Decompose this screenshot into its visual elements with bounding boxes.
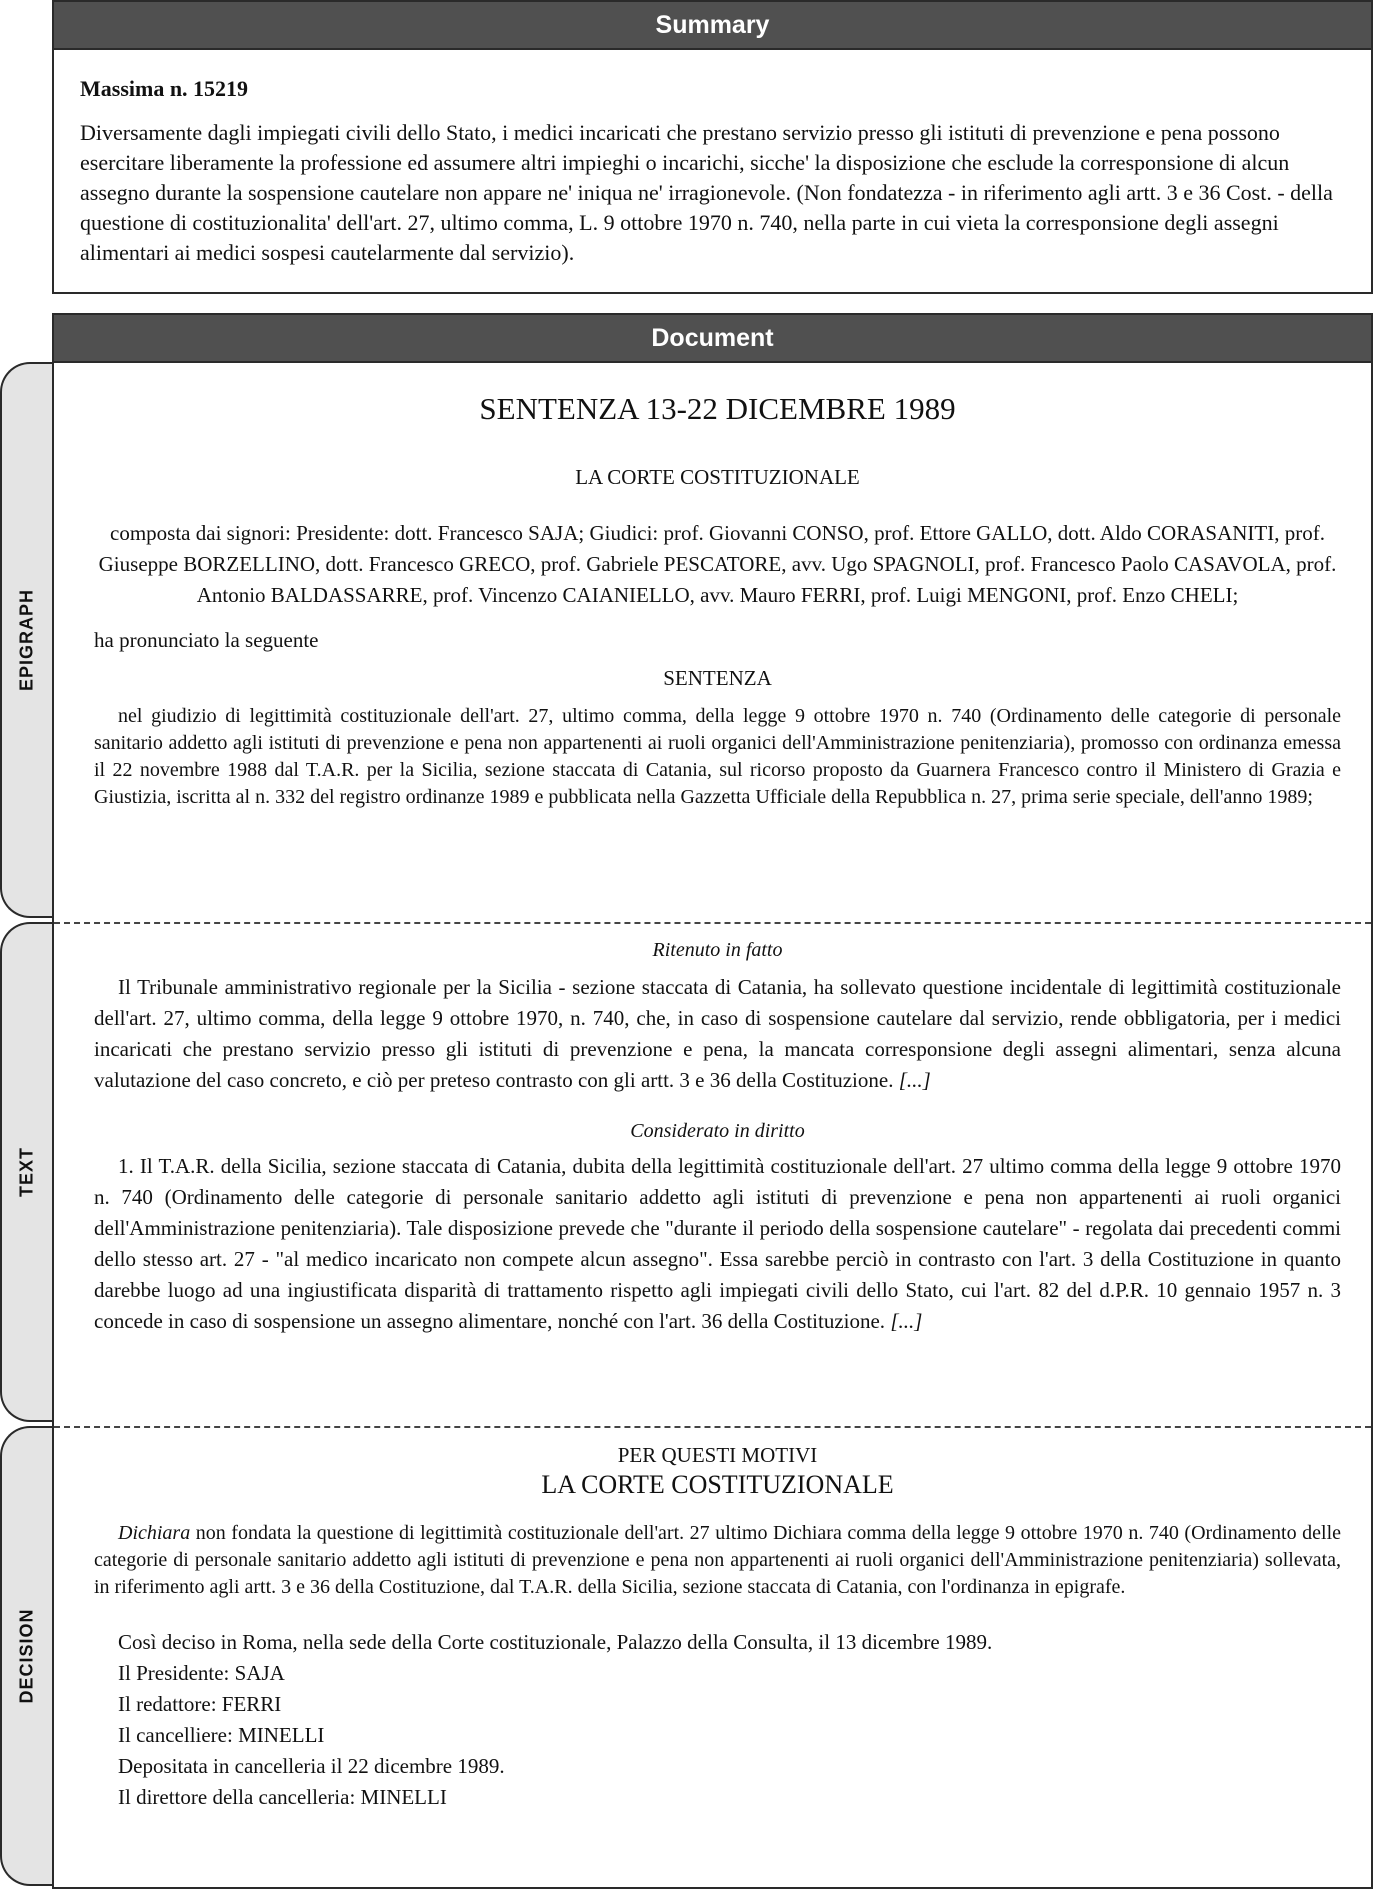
document-header: Document: [54, 315, 1371, 363]
ruling: [94, 1520, 1341, 1601]
tab-text: [0, 922, 52, 1422]
signoff-line: Il direttore della cancelleria: MINELLI: [118, 1785, 447, 1809]
signoff-line: Il cancelliere: MINELLI: [118, 1723, 325, 1747]
decision-court-name: LA CORTE COSTITUZIONALE: [541, 1470, 894, 1499]
epigraph-section: [54, 391, 1371, 811]
fact-body-text: Il Tribunale amministrativo regionale per la Sicilia - sezione staccata di Catania, ha sollevato questione incidentale di legittimità costituzionale dell'art. 27, ultimo comma, della legge 9 ottobre 1970, n. 740, che, in caso di sospensione cautelare dal servizio, rende obbligatoria, per i medici incaricati che prestano servizio presso gli istituti di prevenzione e pena, la mancata corresponsione degli assegni alimentari, senza alcuna valutazione del caso concreto, e ciò per preteso contrasto con gli artt. 3 e 36 della Costituzione.: [94, 975, 1341, 1092]
court-composition: composta dai signori: Presidente: dott. Francesco SAJA; Giudici: prof. Giovanni CONSO, prof. Ettore GALLO, dott. Aldo CORASANITI, prof. Giuseppe BORZELLINO, dott. Francesco GRECO, prof. Gabriele PESCATORE, avv. Ugo SPAGNOLI, prof. Francesco Paolo CASAVOLA, prof. Antonio BALDASSARRE, prof. Vincenzo CAIANIELLO, avv. Mauro FERRI, prof. Luigi MENGONI, prof. Enzo CHELI;: [98, 521, 1337, 607]
law-body-text: 1. Il T.A.R. della Sicilia, sezione staccata di Catania, dubita della legittimità costituzionale dell'art. 27 ultimo comma della legge 9 ottobre 1970 n. 740 (Ordinamento delle categorie di personale sanitario addetto agli istituti di prevenzione e pena non appartenenti ai ruoli organici dell'Amministrazione penitenziaria). Tale disposizione prevede che "durante il periodo della sospensione cautelare" - regolata dai precedenti commi dello stesso art. 27 - "al medico incaricato non compete alcun assegno". Essa sarebbe perciò in contrasto con l'art. 3 della Costituzione in quanto darebbe luogo ad una ingiustificata disparità di trattamento rispetto agli impiegati civili dello Stato, cui l'art. 82 del d.P.R. 10 gennaio 1957 n. 3 concede in caso di sospensione un assegno alimentare, nonché con l'art. 36 della Costituzione.: [94, 1154, 1341, 1333]
decision-section: [54, 1443, 1371, 1813]
summary-body: [54, 50, 1371, 268]
sentenza-heading: SENTENZA: [663, 666, 772, 690]
fact-heading: Ritenuto in fatto: [652, 939, 783, 961]
court-name: LA CORTE COSTITUZIONALE: [575, 465, 860, 489]
tab-epigraph: [0, 362, 52, 918]
fact-ellipsis: [...]: [898, 1068, 931, 1092]
text-section: [54, 937, 1371, 1337]
document-panel: [52, 313, 1373, 1889]
signoff-line: Il Presidente: SAJA: [118, 1661, 285, 1685]
ruling-text: non fondata la questione di legittimità costituzionale dell'art. 27 ultimo Dichiara comma della legge 9 ottobre 1970 n. 740 (Ordinamento delle categorie di personale sanitario addetto agli istituti di prevenzione e pena non appartenenti ai ruoli organici dell'Amministrazione penitenziaria) sollevata, in riferimento agli artt. 3 e 36 della Costituzione, dal T.A.R. della Sicilia, sezione staccata di Catania, con l'ordinanza in epigrafe.: [94, 1522, 1342, 1598]
signoff-line: Depositata in cancelleria il 22 dicembre 1989.: [118, 1754, 505, 1778]
massima-number: Massima n. 15219: [80, 76, 249, 101]
fact-body: [94, 972, 1341, 1096]
law-ellipsis: [...]: [890, 1309, 923, 1333]
tab-text-label: TEXT: [16, 1146, 37, 1198]
signoff-line: Così deciso in Roma, nella sede della Corte costituzionale, Palazzo della Consulta, il 13 dicembre 1989.: [118, 1630, 993, 1654]
section-divider: [54, 922, 1371, 924]
pronounced-text: ha pronunciato la seguente: [94, 628, 319, 652]
dichiara-word: Dichiara: [118, 1522, 191, 1544]
summary-text: Diversamente dagli impiegati civili dello Stato, i medici incaricati che prestano servizio presso gli istituti di prevenzione e pena possono esercitare liberamente la professione ed assumere altri impieghi o incarichi, sicche' la disposizione che esclude la corresponsione di alcun assegno durante la sospensione cautelare non appare ne' iniqua ne' irragionevole. (Non fondatezza - in riferimento agli artt. 3 e 36 Cost. - della questione di costituzionalita' dell'art. 27, ultimo comma, L. 9 ottobre 1970 n. 740, nella parte in cui vieta la corresponsione degli assegni alimentari ai medici sospesi cautelarmente dal servizio).: [80, 120, 1333, 265]
summary-panel: [52, 0, 1373, 294]
summary-header: Summary: [54, 2, 1371, 50]
law-body: [94, 1151, 1341, 1337]
judgment-text: nel giudizio di legittimità costituzionale dell'art. 27, ultimo comma, della legge 9 ottobre 1970 n. 740 (Ordinamento delle categorie di personale sanitario addetto agli istituti di prevenzione e pena non appartenenti ai ruoli organici dell'Amministrazione penitenziaria), promosso con ordinanza emessa il 22 novembre 1988 dal T.A.R. per la Sicilia, sezione staccata di Catania, sul ricorso proposto da Guarnera Francesco contro il Ministero di Grazia e Giustizia, iscritta al n. 332 del registro ordinanze 1989 e pubblicata nella Gazzetta Ufficiale della Repubblica n. 27, prima serie speciale, dell'anno 1989;: [94, 705, 1341, 808]
sentence-title: SENTENZA 13-22 DICEMBRE 1989: [479, 391, 956, 426]
tab-epigraph-label: EPIGRAPH: [16, 588, 37, 692]
law-heading: Considerato in diritto: [630, 1120, 805, 1142]
tab-decision: [0, 1426, 52, 1886]
motivi-heading: PER QUESTI MOTIVI: [617, 1443, 818, 1467]
signoff-block: [94, 1627, 1341, 1813]
signoff-line: Il redattore: FERRI: [118, 1692, 282, 1716]
tab-decision-label: DECISION: [16, 1608, 37, 1704]
section-divider: [54, 1426, 1371, 1428]
